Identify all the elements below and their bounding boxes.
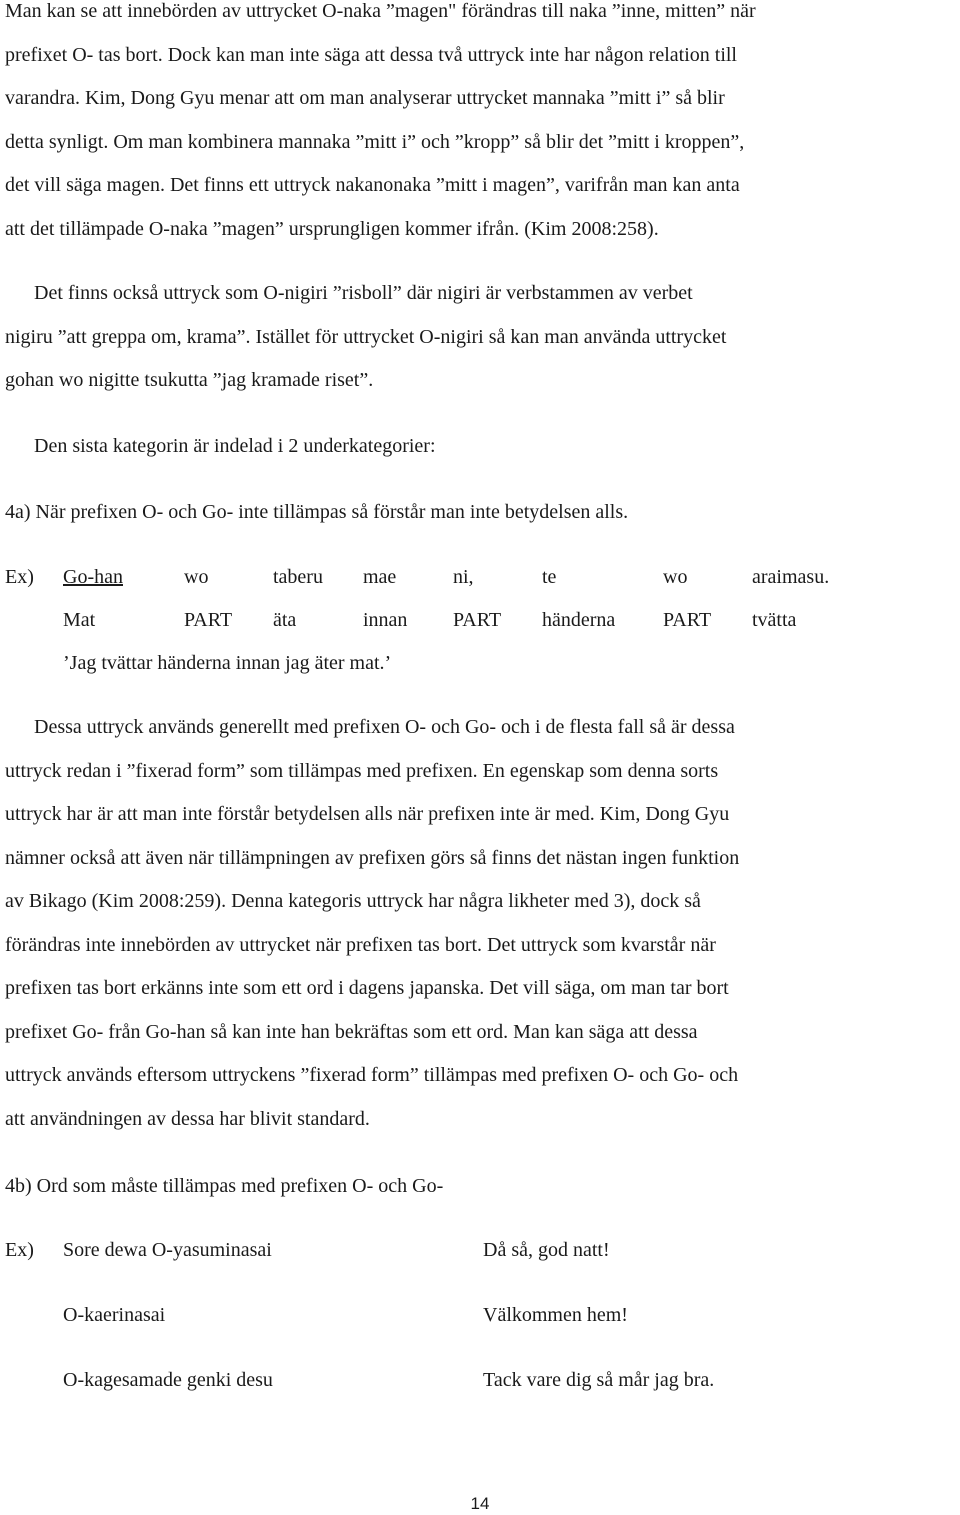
example-word: ni,: [453, 566, 474, 588]
example-japanese: O-kagesamade genki desu: [63, 1369, 273, 1391]
paragraph-line: prefixet O- tas bort. Dock kan man inte säga att dessa två uttryck inte har någon relation till: [5, 43, 737, 66]
paragraph-line: gohan wo nigitte tsukutta ”jag kramade riset”.: [5, 369, 374, 391]
paragraph-line: att det tillämpade O-naka ”magen” ursprungligen kommer ifrån. (Kim 2008:258).: [5, 217, 659, 240]
paragraph-line: Det finns också uttryck som O-nigiri ”risboll” där nigiri är verbstammen av verbet: [34, 282, 693, 304]
subcategory-4b: 4b) Ord som måste tillämpas med prefixen O- och Go-: [5, 1175, 444, 1197]
example-label: Ex): [5, 1239, 34, 1261]
paragraph-line: förändras inte innebörden av uttrycket när prefixen tas bort. Det uttryck som kvarstår när: [5, 933, 716, 956]
paragraph-line: nigiru ”att greppa om, krama”. Istället för uttrycket O-nigiri så kan man använda uttrycket: [5, 325, 727, 348]
paragraph-line: varandra. Kim, Dong Gyu menar att om man analyserar uttrycket mannaka ”mitt i” så blir: [5, 87, 725, 109]
page-number: 14: [470, 1494, 490, 1513]
example-word: Go-han: [63, 566, 123, 588]
example-gloss: PART: [184, 609, 233, 631]
paragraph-line: uttryck redan i ”fixerad form” som tillämpas med prefixen. En egenskap som denna sorts: [5, 759, 719, 782]
example-swedish: Välkommen hem!: [483, 1304, 628, 1326]
paragraph-line: Man kan se att innebörden av uttrycket O-naka ”magen" förändras till naka ”inne, mitten” när: [5, 0, 756, 22]
example-gloss: innan: [363, 609, 408, 631]
example-gloss: PART: [663, 609, 712, 631]
example-word: wo: [663, 566, 688, 588]
example-gloss: tvätta: [752, 609, 797, 631]
paragraph-line: nämner också att även när tillämpningen av prefixen görs så finns det nästan ingen funktion: [5, 846, 740, 869]
example-gloss: Mat: [63, 609, 96, 631]
example-japanese: O-kaerinasai: [63, 1304, 166, 1326]
example-gloss: äta: [273, 609, 297, 631]
example-gloss: händerna: [542, 609, 616, 631]
example-label: Ex): [5, 566, 34, 588]
example-word: wo: [184, 566, 209, 588]
example-translation: ’Jag tvättar händerna innan jag äter mat.’: [63, 652, 392, 674]
paragraph-line: prefixet Go- från Go-han så kan inte han bekräftas som ett ord. Man kan säga att dessa: [5, 1020, 698, 1043]
example-word: taberu: [273, 566, 323, 588]
paragraph-5: [5, 706, 935, 1141]
paragraph-1: [5, 0, 935, 251]
example-japanese: Sore dewa O-yasuminasai: [63, 1239, 272, 1261]
paragraph-3: Den sista kategorin är indelad i 2 underkategorier:: [34, 435, 436, 457]
paragraph-line: Dessa uttryck används generellt med prefixen O- och Go- och i de flesta fall så är dessa: [34, 716, 735, 738]
paragraph-line: av Bikago (Kim 2008:259). Denna kategoris uttryck har några likheter med 3), dock så: [5, 890, 701, 912]
subcategory-4a: 4a) När prefixen O- och Go- inte tillämpas så förstår man inte betydelsen alls.: [5, 501, 629, 523]
example-swedish: Tack vare dig så mår jag bra.: [483, 1369, 715, 1391]
example-swedish: Då så, god natt!: [483, 1239, 610, 1261]
paragraph-line: prefixen tas bort erkänns inte som ett ord i dagens japanska. Det vill säga, om man tar bort: [5, 977, 729, 999]
paragraph-2: [5, 272, 935, 403]
example-gloss: PART: [453, 609, 502, 631]
paragraph-line: uttryck används eftersom uttryckens ”fixerad form” tillämpas med prefixen O- och Go- och: [5, 1064, 739, 1086]
example-word: araimasu.: [752, 566, 830, 588]
paragraph-line: uttryck har är att man inte förstår betydelsen alls när prefixen inte är med. Kim, Dong Gyu: [5, 803, 730, 825]
example-word: mae: [363, 566, 397, 588]
paragraph-line: detta synligt. Om man kombinera mannaka ”mitt i” och ”kropp” så blir det ”mitt i kroppen”,: [5, 130, 745, 153]
example-word: te: [542, 566, 557, 588]
paragraph-line: det vill säga magen. Det finns ett uttryck nakanonaka ”mitt i magen”, varifrån man kan anta: [5, 174, 740, 196]
paragraph-line: att användningen av dessa har blivit standard.: [5, 1107, 370, 1130]
